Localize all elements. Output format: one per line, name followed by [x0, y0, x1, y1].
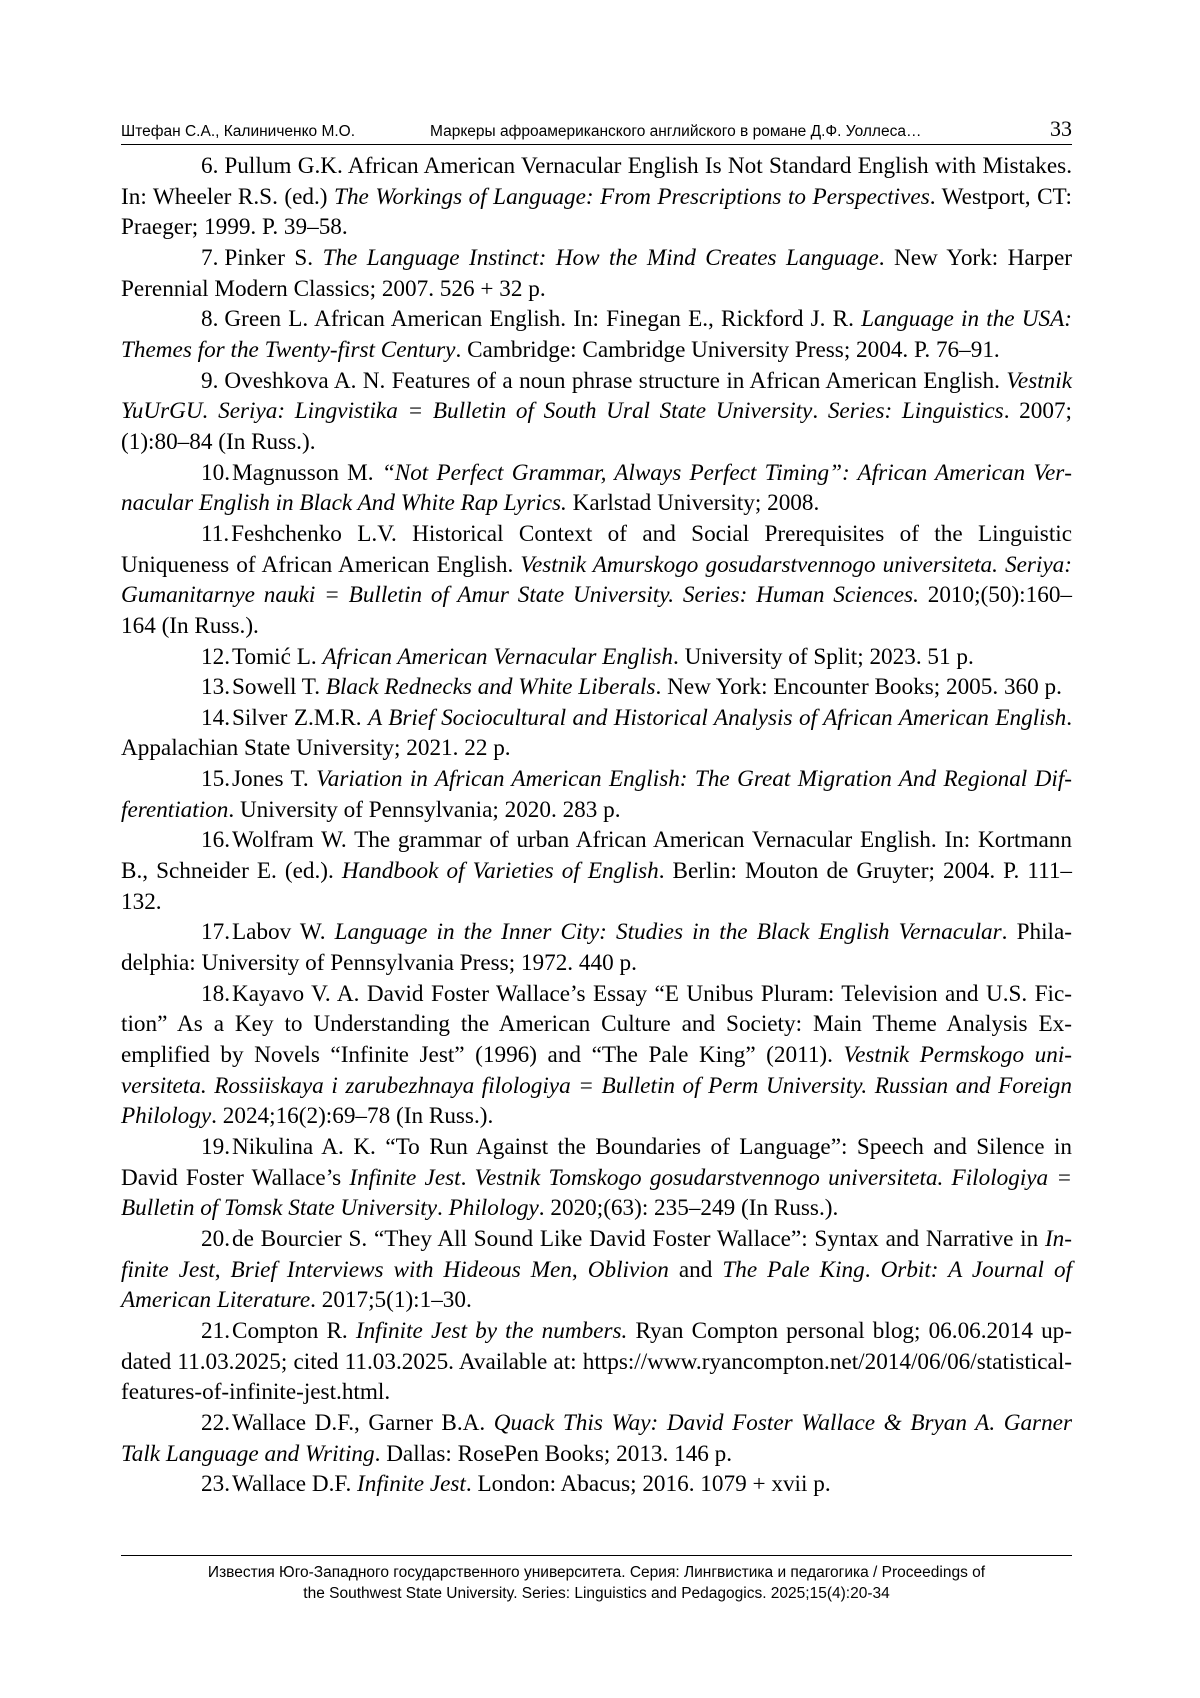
reference-text: Wallace D.F.: [231, 1471, 358, 1498]
reference-text: Wallace D.F., Garner B.A.: [231, 1409, 494, 1436]
reference-number: 9.: [201, 367, 219, 394]
header-divider: [121, 144, 1072, 145]
reference-text: . New York: Encounter Books; 2005. 360 p.: [655, 674, 1062, 701]
reference-text: Oveshkova A. N. Features of a noun phrase structure in African American English.: [224, 367, 1007, 394]
reference-text: Jones T.: [231, 766, 317, 793]
journal-footer: [121, 1562, 1072, 1604]
reference-text: . Cambridge: Cambridge University Press; 2004. P. 76–91.: [455, 336, 1000, 363]
reference-text: and: [668, 1256, 723, 1283]
reference-number: 7.: [201, 244, 219, 271]
reference-text: .: [460, 1164, 475, 1191]
reference-title-italic: Vestnik YuUrGU. Seriya: Lingvistika = Bulletin of South Ural State University: [121, 367, 1072, 425]
reference-text: . 2007;(1):80–84 (In Russ.).: [121, 398, 1072, 455]
reference-number: 13.: [201, 674, 230, 701]
reference-number: 16.: [201, 827, 230, 854]
reference-item: [121, 642, 1072, 673]
reference-text: . University of Split; 2023. 51 p.: [673, 643, 974, 670]
reference-text: Green L. African American English. In: Finegan E., Rickford J. R.: [224, 306, 862, 333]
reference-number: 17.: [201, 919, 230, 946]
reference-number: 21.: [201, 1317, 230, 1344]
reference-title-italic: Brief Interviews with Hideous Men: [230, 1256, 572, 1283]
reference-text: Sowell T.: [231, 674, 326, 701]
reference-text: . Appalachian State University; 2021. 22 p.: [121, 704, 1072, 762]
reference-text: . Berlin: Mouton de Gruyter; 2004. P. 111–132.: [121, 858, 1073, 915]
reference-text: . 2020;(63): 235–249 (In Russ.).: [538, 1195, 839, 1222]
reference-item: [121, 458, 1072, 519]
reference-number: 14.: [201, 704, 230, 731]
header-authors: Штефан С.А., Калиниченко М.О.: [121, 123, 356, 140]
footer-line-1: Известия Юго-Западного государственного университета. Серия: Лингвистика и педагогика / Proceedings of: [207, 1564, 986, 1581]
reference-title-italic: Series: Linguistics: [827, 398, 1004, 425]
reference-title-italic: The Workings of Language: From Prescriptions to Perspectives: [334, 183, 930, 210]
reference-text: . London: Abacus; 2016. 1079 + xvii p.: [465, 1471, 831, 1498]
reference-text: Tomić L.: [231, 643, 323, 670]
reference-item: [121, 151, 1072, 243]
reference-list: [121, 151, 1072, 1500]
reference-text: Magnusson M.: [231, 459, 382, 486]
header-article-title: Маркеры афроамериканского английского в романе Д.Ф. Уоллеса…: [430, 123, 922, 140]
reference-item: [121, 703, 1072, 764]
reference-item: [121, 304, 1072, 365]
running-header: [121, 116, 1072, 142]
reference-text: .: [437, 1195, 449, 1222]
reference-item: [121, 1224, 1072, 1316]
footer-divider: [121, 1555, 1072, 1556]
reference-item: [121, 672, 1072, 703]
reference-number: 8.: [201, 306, 219, 333]
reference-text: ,: [571, 1256, 588, 1283]
reference-number: 18.: [201, 980, 230, 1007]
reference-text: Nikulina A. K. “To Run Against the Boundaries of Language”: Speech and Silence in David Foster Wallace’s: [121, 1134, 1072, 1191]
reference-text: .: [864, 1256, 881, 1283]
reference-title-italic: Handbook of Varieties of English: [341, 858, 659, 885]
reference-title-italic: Language in the Inner City: Studies in the Black English Vernacular: [334, 919, 1002, 946]
reference-item: [121, 1469, 1072, 1500]
reference-title-italic: African American Vernacular English: [322, 643, 674, 670]
reference-text: . Philadelphia: University of Pennsylvania Press; 1972. 440 p.: [121, 919, 1072, 977]
reference-number: 15.: [201, 766, 230, 793]
reference-text: Kayavo V. A. David Foster Wallace’s Essay “E Unibus Pluram: Television and U.S. Fiction” As a Key to Understanding the American Culture and Society: Main Theme Analysis Exemplified by Novels “Infinite Jest” (1996) and “The Pale King” (2011).: [121, 980, 1072, 1069]
reference-item: [121, 366, 1072, 458]
reference-text: Labov W.: [231, 919, 335, 946]
reference-title-italic: Vestnik Permskogo universiteta. Rossiiskaya i zarubezhnaya filologiya = Bulletin of Perm University. Russian and Foreign Philology: [121, 1042, 1073, 1130]
reference-number: 23.: [201, 1471, 230, 1498]
reference-text: Wolfram W. The grammar of urban African American Vernacular English. In: Kortmann B., Schneider E. (ed.).: [121, 827, 1072, 885]
reference-title-italic: Infinite Jest: [349, 1164, 461, 1191]
reference-title-italic: Orbit: A Journal of American Literature: [121, 1256, 1073, 1314]
reference-title-italic: Philology: [448, 1195, 539, 1222]
reference-text: . Westport, CT: Praeger; 1999. P. 39–58.: [121, 183, 1072, 241]
reference-text: Compton R.: [231, 1317, 356, 1344]
reference-title-italic: Infinite Jest: [121, 1225, 1072, 1283]
reference-title-italic: Quack This Way: David Foster Wallace & Bryan A. Garner Talk Language and Writing: [121, 1409, 1072, 1467]
reference-title-italic: Language in the USA: Themes for the Twenty-first Century: [121, 306, 1072, 363]
reference-title-italic: Oblivion: [587, 1256, 669, 1283]
reference-item: [121, 764, 1072, 825]
reference-number: 11.: [201, 520, 230, 547]
reference-number: 20.: [201, 1225, 230, 1252]
reference-title-italic: Variation in African American English: The Great Migration And Regional Differentiation: [121, 766, 1072, 823]
reference-title-italic: Vestnik Tomskogo gosudarstvennogo universiteta. Filologiya = Bulletin of Tomsk State University: [121, 1164, 1072, 1222]
reference-text: de Bourcier S. “They All Sound Like David Foster Wallace”: Syntax and Narrative in: [231, 1225, 1045, 1252]
reference-text: . Dallas: RosePen Books; 2013. 146 p.: [374, 1440, 733, 1467]
reference-text: . New York: Harper Perennial Modern Classics; 2007. 526 + 32 p.: [121, 244, 1073, 302]
reference-text: .: [812, 398, 828, 425]
reference-item: [121, 917, 1072, 978]
reference-title-italic: Infinite Jest: [357, 1471, 466, 1498]
footer-line-2: the Southwest State University. Series: Linguistics and Pedagogics. 2025;15(4):20-34: [303, 1585, 890, 1602]
reference-text: Pinker S.: [224, 244, 323, 271]
page-number: 33: [1050, 116, 1072, 141]
reference-title-italic: A Brief Sociocultural and Historical Analysis of African American English: [368, 704, 1067, 731]
reference-number: 6.: [201, 153, 219, 179]
reference-item: [121, 1316, 1072, 1408]
reference-item: [121, 1132, 1072, 1224]
reference-title-italic: The Pale King: [722, 1256, 865, 1283]
reference-title-italic: “Not Perfect Grammar, Always Perfect Timing”: African American Vernacular English in Black And White Rap Lyrics.: [121, 459, 1072, 517]
reference-text: Feshchenko L.V. Historical Context of and Social Prerequisites of the Linguistic Uniqueness of African American English.: [121, 520, 1072, 578]
reference-item: [121, 1408, 1072, 1469]
reference-title-italic: Vestnik Amurskogo gosudarstvennogo universiteta. Seriya: Gumanitarnye nauki = Bulletin of Amur State University. Series: Human Sciences.: [121, 551, 1072, 609]
reference-text: Silver Z.M.R.: [231, 704, 368, 731]
reference-text: ,: [214, 1256, 231, 1283]
reference-item: [121, 243, 1072, 304]
reference-title-italic: Infinite Jest by the numbers.: [355, 1317, 628, 1344]
reference-number: 19.: [201, 1134, 230, 1160]
reference-item: [121, 825, 1072, 917]
reference-number: 12.: [201, 643, 230, 670]
reference-text: Ryan Compton personal blog; 06.06.2014 updated 11.03.2025; cited 11.03.2025. Available at: https://www.ryancompton.net/2014/06/06/statistical-features-of-infinite-jest.html.: [121, 1317, 1072, 1406]
reference-item: [121, 519, 1072, 642]
reference-text: Pullum G.K. African American Vernacular English Is Not Standard English with Mistakes. In: Wheeler R.S. (ed.): [121, 153, 1072, 210]
reference-number: 10.: [201, 459, 230, 486]
reference-text: . 2017;5(1):1–30.: [310, 1287, 472, 1314]
reference-text: . 2024;16(2):69–78 (In Russ.).: [211, 1103, 494, 1130]
reference-title-italic: Black Rednecks and White Liberals: [325, 674, 656, 701]
reference-number: 22.: [201, 1409, 230, 1436]
reference-text: Karlstad University; 2008.: [566, 490, 820, 517]
reference-text: . University of Pennsylvania; 2020. 283 p.: [228, 796, 621, 823]
reference-title-italic: The Language Instinct: How the Mind Creates Language: [322, 244, 879, 271]
reference-item: [121, 979, 1072, 1132]
reference-text: 2010;(50):160–164 (In Russ.).: [121, 582, 1073, 639]
